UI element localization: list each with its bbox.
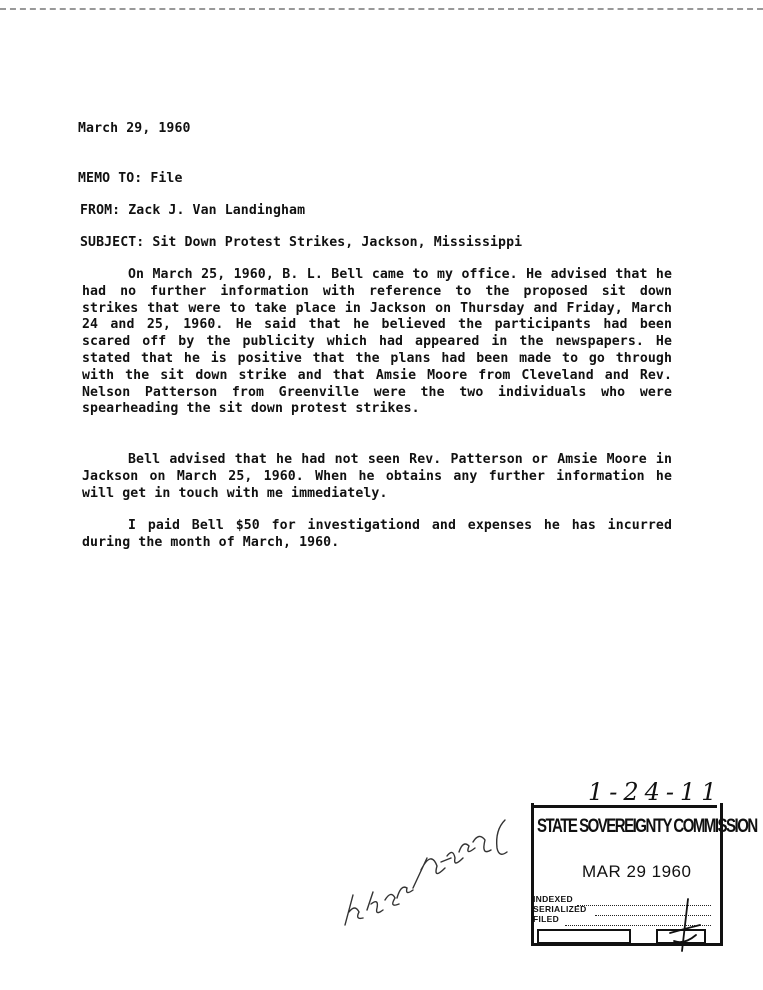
memo-date: March 29, 1960 (78, 121, 191, 136)
memo-paragraph-3: I paid Bell $50 for investigationd and expenses he has incurred during the month of March, 1960. (82, 518, 672, 550)
stamp-label-indexed: INDEXED (533, 894, 573, 904)
stamp-label-serialized: SERIALIZED (533, 904, 587, 914)
memo-paragraph-1: On March 25, 1960, B. L. Bell came to my office. He advised that he had no further information with reference to the proposed sit down strikes that were to take place in Jackson on Thursday and Friday, March 24 and 25, 1960. He said that he believed the participants had been scared off by the publicity which had appeared in the newspapers. He stated that he is positive that the plans had been made to go through with the sit down strike and that Amsie Moore from Cleveland and Rev. Nelson Patterson from Greenville were the two individuals who were spearheading the sit down protest strikes. (82, 267, 672, 417)
memo-from-line: FROM: Zack J. Van Landingham (80, 203, 306, 218)
initials-icon (660, 895, 710, 955)
memo-paragraph-2: Bell advised that he had not seen Rev. Patterson or Amsie Moore in Jackson on March 25, 1960. When he obtains any further information he will get in touch with me immediately. (82, 452, 672, 501)
memo-to-line: MEMO TO: File (78, 171, 183, 186)
signature-icon (335, 800, 535, 940)
stamp-label-filed: FILED (533, 914, 560, 924)
stamp-date: MAR 29 1960 (582, 862, 692, 881)
handwritten-file-number: 1-24-11 (588, 778, 723, 806)
stamp-title: STATE SOVEREIGNTY COMMISSION (537, 815, 757, 838)
stamp-box-left (537, 929, 631, 944)
memo-subject-line: SUBJECT: Sit Down Protest Strikes, Jackson, Mississippi (80, 235, 523, 250)
scan-top-edge (0, 0, 763, 10)
